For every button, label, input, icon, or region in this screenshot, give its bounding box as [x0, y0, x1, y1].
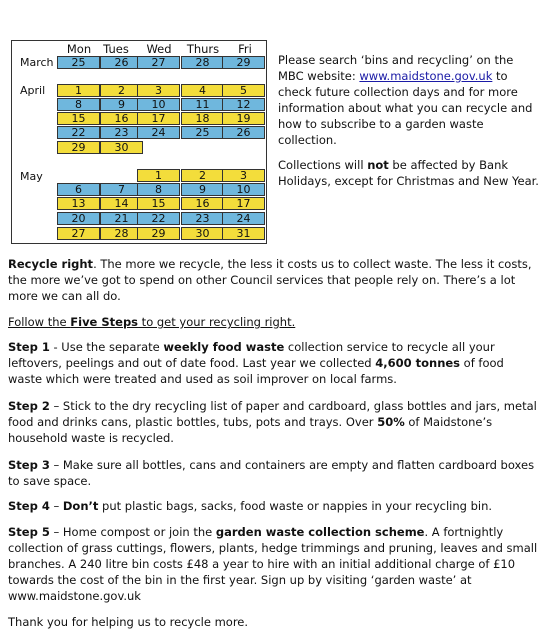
- calendar-day-cell: 7: [100, 183, 143, 196]
- calendar-day-cell: 8: [137, 183, 180, 196]
- calendar-day-cell: 23: [181, 212, 224, 225]
- calendar-day-cell: 10: [137, 98, 180, 111]
- calendar-day-cell: 29: [222, 56, 265, 69]
- calendar-day-cell: 24: [137, 126, 180, 139]
- calendar-day-cell: 9: [100, 98, 143, 111]
- calendar-day-cell: 26: [222, 126, 265, 139]
- calendar-day-cell: 15: [137, 197, 180, 210]
- day-header-fri: Fri: [238, 42, 252, 56]
- calendar-day-cell: 18: [181, 112, 224, 125]
- calendar-day-cell: 22: [137, 212, 180, 225]
- calendar-day-cell: 24: [222, 212, 265, 225]
- calendar-day-cell: 31: [222, 227, 265, 240]
- step-2: Step 2 – Stick to the dry recycling list of paper and cardboard, glass bottles and jars, metal food and drinks cans, plastic bottles, tubs, pots and trays. Over 50% of Maidstone’s household waste is recycled.: [8, 399, 537, 445]
- calendar-day-cell: 29: [137, 227, 180, 240]
- calendar-day-cell: 2: [100, 84, 143, 97]
- day-header-wed: Wed: [146, 42, 172, 56]
- calendar-day-cell: 10: [222, 183, 265, 196]
- step-5: Step 5 – Home compost or join the garden waste collection scheme. A fortnightly collection of grass cuttings, flowers, plants, hedge trimmings and pruning, leaves and small branches. A 240 litre bin costs £48 a year to hire with an initial additional charge of £10 towards the cost of the bin in the first year. Sign up by visiting ‘garden waste’ at www.maidstone.gov.uk: [8, 525, 538, 603]
- calendar-day-cell: 16: [100, 112, 143, 125]
- bank-holiday-info: Collections will not be affected by Bank Holidays, except for Christmas and New Year.: [278, 158, 539, 188]
- calendar-day-cell: 30: [181, 227, 224, 240]
- calendar-day-cell: 16: [181, 197, 224, 210]
- calendar-day-cell: 22: [57, 126, 100, 139]
- calendar-day-cell: 13: [57, 197, 100, 210]
- calendar-day-cell: 6: [57, 183, 100, 196]
- calendar-day-cell: 19: [222, 112, 265, 125]
- month-label-may: May: [20, 170, 43, 183]
- calendar-day-cell: 11: [181, 98, 224, 111]
- calendar-day-cell: 30: [100, 141, 143, 154]
- month-label-april: April: [20, 84, 46, 97]
- day-header-thurs: Thurs: [186, 42, 220, 56]
- calendar-day-cell: 1: [137, 169, 180, 182]
- calendar-day-cell: 12: [222, 98, 265, 111]
- month-label-march: March: [20, 56, 54, 69]
- calendar-day-cell: 27: [57, 227, 100, 240]
- five-steps-heading: Follow the Five Steps to get your recycling right.: [8, 315, 296, 329]
- calendar-day-cell: 21: [100, 212, 143, 225]
- step-3: Step 3 – Make sure all bottles, cans and containers are empty and flatten cardboard boxes to save space.: [8, 458, 535, 488]
- calendar-day-cell: 25: [57, 56, 100, 69]
- calendar-day-cell: 29: [57, 141, 100, 154]
- calendar-day-cell: 4: [181, 84, 224, 97]
- website-link[interactable]: www.maidstone.gov.uk: [359, 69, 493, 83]
- collection-info: [278, 52, 540, 148]
- calendar-day-cell: 23: [100, 126, 143, 139]
- calendar-day-cell: 20: [57, 212, 100, 225]
- calendar-day-cell: 3: [222, 169, 265, 182]
- calendar-day-cell: 26: [100, 56, 143, 69]
- calendar-day-cell: 15: [57, 112, 100, 125]
- calendar-day-cell: 17: [222, 197, 265, 210]
- calendar-day-cell: 9: [181, 183, 224, 196]
- calendar-day-cell: 28: [181, 56, 224, 69]
- day-header-tues: Tues: [103, 42, 129, 56]
- calendar-day-cell: 27: [137, 56, 180, 69]
- calendar-day-cell: 3: [137, 84, 180, 97]
- day-header-mon: Mon: [66, 42, 92, 56]
- recycle-right-paragraph: Recycle right. The more we recycle, the less it costs us to collect waste. The less it costs, the more we’ve got to spend on other Council services that people rely on. There’s a lot more we can all do.: [8, 257, 532, 303]
- calendar-day-cell: 17: [137, 112, 180, 125]
- calendar-day-cell: 14: [100, 197, 143, 210]
- calendar-day-cell: 5: [222, 84, 265, 97]
- calendar-day-cell: 1: [57, 84, 100, 97]
- search-info: Please search ‘bins and recycling’ on the MBC website: www.maidstone.gov.uk to check future collection days and for more information about what you can recycle and how to subscribe to a garden waste collection.: [278, 53, 533, 147]
- step-4: Step 4 – Don’t put plastic bags, sacks, food waste or nappies in your recycling bin.: [8, 499, 493, 513]
- calendar-day-cell: 8: [57, 98, 100, 111]
- calendar-day-cell: 28: [100, 227, 143, 240]
- calendar-day-cell: 25: [181, 126, 224, 139]
- thank-you-line: Thank you for helping us to recycle more.: [8, 615, 249, 629]
- step-1: Step 1 - Use the separate weekly food waste collection service to recycle all your leftovers, peelings and out of date food. Last year we collected 4,600 tonnes of food waste which were treated and used as soil improver on local farms.: [8, 340, 504, 386]
- calendar-day-cell: 2: [181, 169, 224, 182]
